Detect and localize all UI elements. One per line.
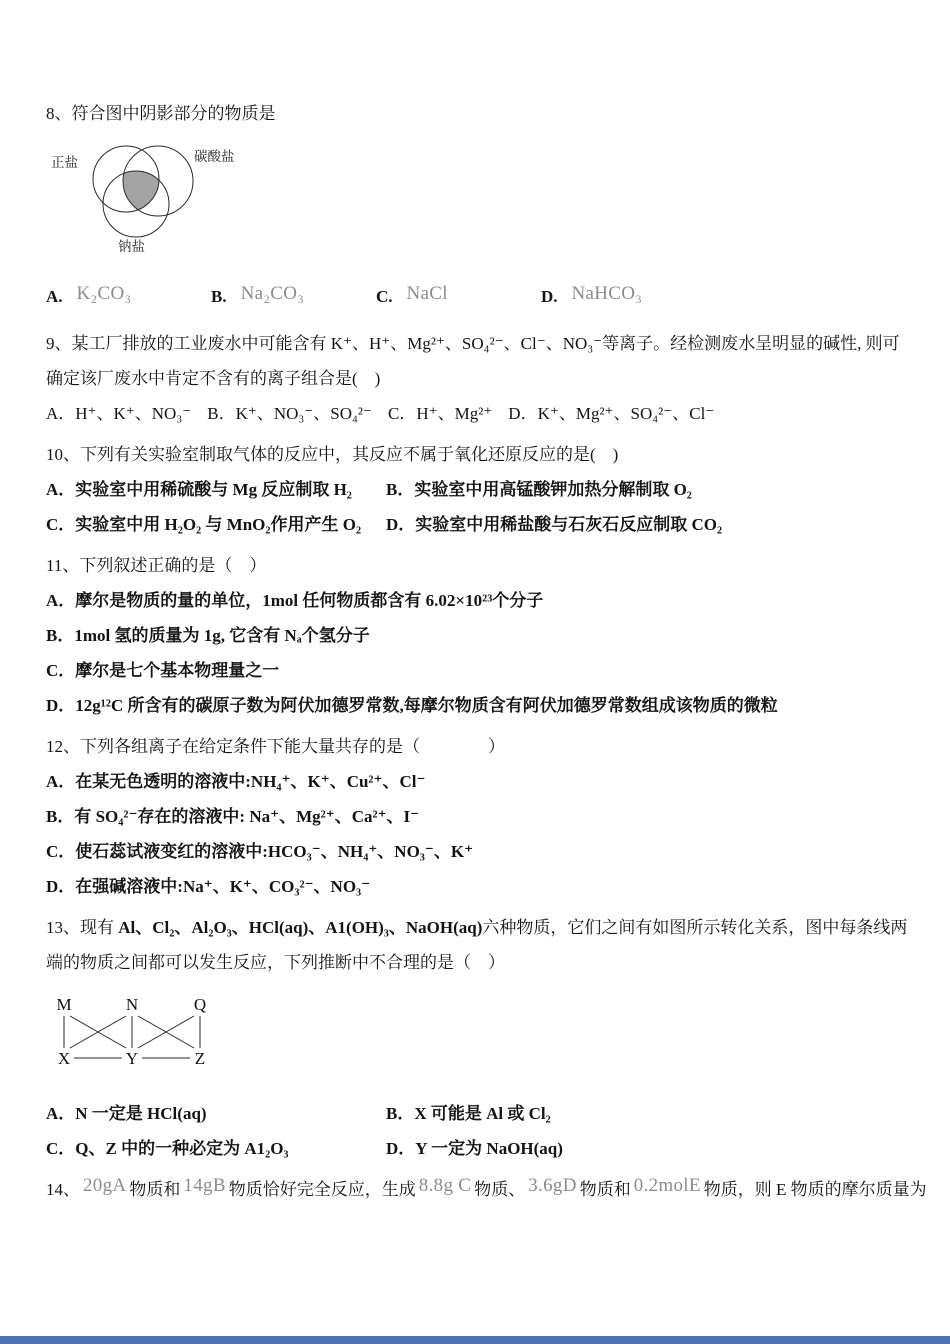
q8-option-c-label: C. <box>376 287 393 306</box>
q8-option-c <box>376 279 541 314</box>
bottom-blue-strip <box>0 1336 950 1344</box>
q13-relation-figure <box>48 990 916 1084</box>
node-q: Q <box>193 995 207 1014</box>
q11-stem: 11、下列叙述正确的是（ ） <box>46 556 267 575</box>
q8-stem: 8、符合图中阴影部分的物质是 <box>46 104 276 123</box>
q12-option-d: D．在强碱溶液中:Na⁺、K⁺、CO₃²⁻、NO₃⁻ <box>46 877 371 896</box>
q9-stem: 9、某工厂排放的工业废水中可能含有 K⁺、H⁺、Mg²⁺、SO₄²⁻、Cl⁻、NO₃⁻等离子。经检测废水呈明显的碱性, 则可确定该厂废水中肯定不含有的离子组合是( ) <box>46 334 900 388</box>
q8-options-row <box>46 279 916 314</box>
q10-option-d: D．实验室中用稀盐酸与石灰石反应制取 CO₂ <box>386 515 723 534</box>
q10-option-c: C．实验室中用 H₂O₂ 与 MnO₂作用产生 O₂ <box>46 515 362 534</box>
q8-option-a-formula: K₂CO₃ <box>76 283 132 304</box>
q10-stem: 10、下列有关实验室制取气体的反应中，其反应不属于氧化还原反应的是( ) <box>46 445 619 464</box>
q10-option-a: A．实验室中用稀硫酸与 Mg 反应制取 H₂ <box>46 480 352 499</box>
q14-quantity-c: 8.8g C <box>418 1175 472 1196</box>
relation-diagram-svg <box>48 990 258 1072</box>
q13-options-row-1 <box>46 1096 916 1131</box>
q14-text-4: 物质和 <box>579 1180 631 1199</box>
q11-option-c: C．摩尔是七个基本物理量之一 <box>46 661 280 680</box>
question-11 <box>46 548 916 723</box>
q14-quantity-a: 20gA <box>83 1175 127 1196</box>
q8-option-b-formula: Na₂CO₃ <box>240 283 305 304</box>
node-m: M <box>56 995 72 1014</box>
question-14 <box>46 1172 927 1207</box>
q8-option-c-formula: NaCl <box>406 283 448 304</box>
venn-label-sodium-salt: 钠盐 <box>118 239 145 254</box>
q11-option-b: B．1mol 氢的质量为 1g, 它含有 Nₐ个氢分子 <box>46 626 370 645</box>
q14-quantity-d: 3.6gD <box>528 1175 577 1196</box>
q12-option-c: C．使石蕊试液变红的溶液中:HCO₃⁻、NH₄⁺、NO₃⁻、K⁺ <box>46 842 474 861</box>
q11-option-d: D．12g¹²C 所含有的碳原子数为阿伏加德罗常数,每摩尔物质含有阿伏加德罗常数组成该物质的微粒 <box>46 696 778 715</box>
venn-diagram-svg <box>46 135 281 257</box>
q13-stem-post: 六种物质，它们之间有如图所示转化关系，图中每条线两端的物质之间都可以发生反应，下列推断中不合理的是（ ） <box>46 918 908 972</box>
node-z: Z <box>194 1049 206 1068</box>
q13-option-c: C．Q、Z 中的一种必定为 A1₂O₃ <box>46 1139 289 1158</box>
q9-option-c: C．H⁺、Mg²⁺ <box>388 404 493 423</box>
q13-stem-substances: Al、Cl₂、Al₂O₃、HCl(aq)、A1(OH)₃、NaOH(aq) <box>118 918 483 937</box>
q14-quantity-e: 0.2molE <box>633 1175 701 1196</box>
q9-option-b: B．K⁺、NO₃⁻、SO₄²⁻ <box>207 404 373 423</box>
q13-option-d: D．Y 一定为 NaOH(aq) <box>386 1139 563 1158</box>
q12-option-a: A．在某无色透明的溶液中:NH₄⁺、K⁺、Cu²⁺、Cl⁻ <box>46 772 426 791</box>
q8-option-d-label: D. <box>541 287 558 306</box>
node-x: X <box>57 1049 71 1068</box>
q12-stem: 12、下列各组离子在给定条件下能大量共存的是（ ） <box>46 737 505 756</box>
q14-text-1: 物质和 <box>129 1180 181 1199</box>
q10-option-b: B．实验室中用高锰酸钾加热分解制取 O₂ <box>386 480 692 499</box>
q8-option-b <box>211 279 376 314</box>
q13-option-a: A．N 一定是 HCl(aq) <box>46 1104 207 1123</box>
question-13 <box>46 910 916 1166</box>
question-12 <box>46 729 916 904</box>
question-8 <box>46 96 916 314</box>
q14-text-2: 物质恰好完全反应，生成 <box>228 1180 416 1199</box>
q9-options-row <box>46 396 916 431</box>
q11-option-a: A．摩尔是物质的量的单位，1mol 任何物质都含有 6.02×10²³个分子 <box>46 591 544 610</box>
q14-text-3: 物质、 <box>474 1180 526 1199</box>
node-n: N <box>125 995 139 1014</box>
q8-option-a-label: A. <box>46 287 63 306</box>
q8-option-d <box>541 279 706 314</box>
q8-option-a <box>46 279 211 314</box>
venn-label-normal-salt: 正盐 <box>51 155 78 170</box>
q13-option-b: B．X 可能是 Al 或 Cl₂ <box>386 1104 551 1123</box>
question-9 <box>46 326 916 431</box>
q14-number: 14、 <box>46 1180 80 1199</box>
q10-options-row-1 <box>46 472 916 507</box>
q12-option-b: B．有 SO₄²⁻存在的溶液中: Na⁺、Mg²⁺、Ca²⁺、I⁻ <box>46 807 420 826</box>
q9-option-a: A．H⁺、K⁺、NO₃⁻ <box>46 404 192 423</box>
q10-options-row-2 <box>46 507 916 542</box>
venn-label-carbonate: 碳酸盐 <box>194 149 235 164</box>
q13-options-row-2 <box>46 1131 916 1166</box>
q8-venn-figure <box>46 135 916 269</box>
q14-quantity-b: 14gB <box>183 1175 226 1196</box>
q13-stem-pre: 13、现有 <box>46 918 119 937</box>
q13-stem <box>46 910 916 980</box>
question-10 <box>46 437 916 542</box>
q9-option-d: D．K⁺、Mg²⁺、SO₄²⁻、Cl⁻ <box>508 404 715 423</box>
q14-text-5: 物质，则 E 物质的摩尔质量为 <box>703 1180 927 1199</box>
q8-option-b-label: B. <box>211 287 227 306</box>
node-y: Y <box>125 1049 139 1068</box>
q8-option-d-formula: NaHCO₃ <box>571 283 643 304</box>
